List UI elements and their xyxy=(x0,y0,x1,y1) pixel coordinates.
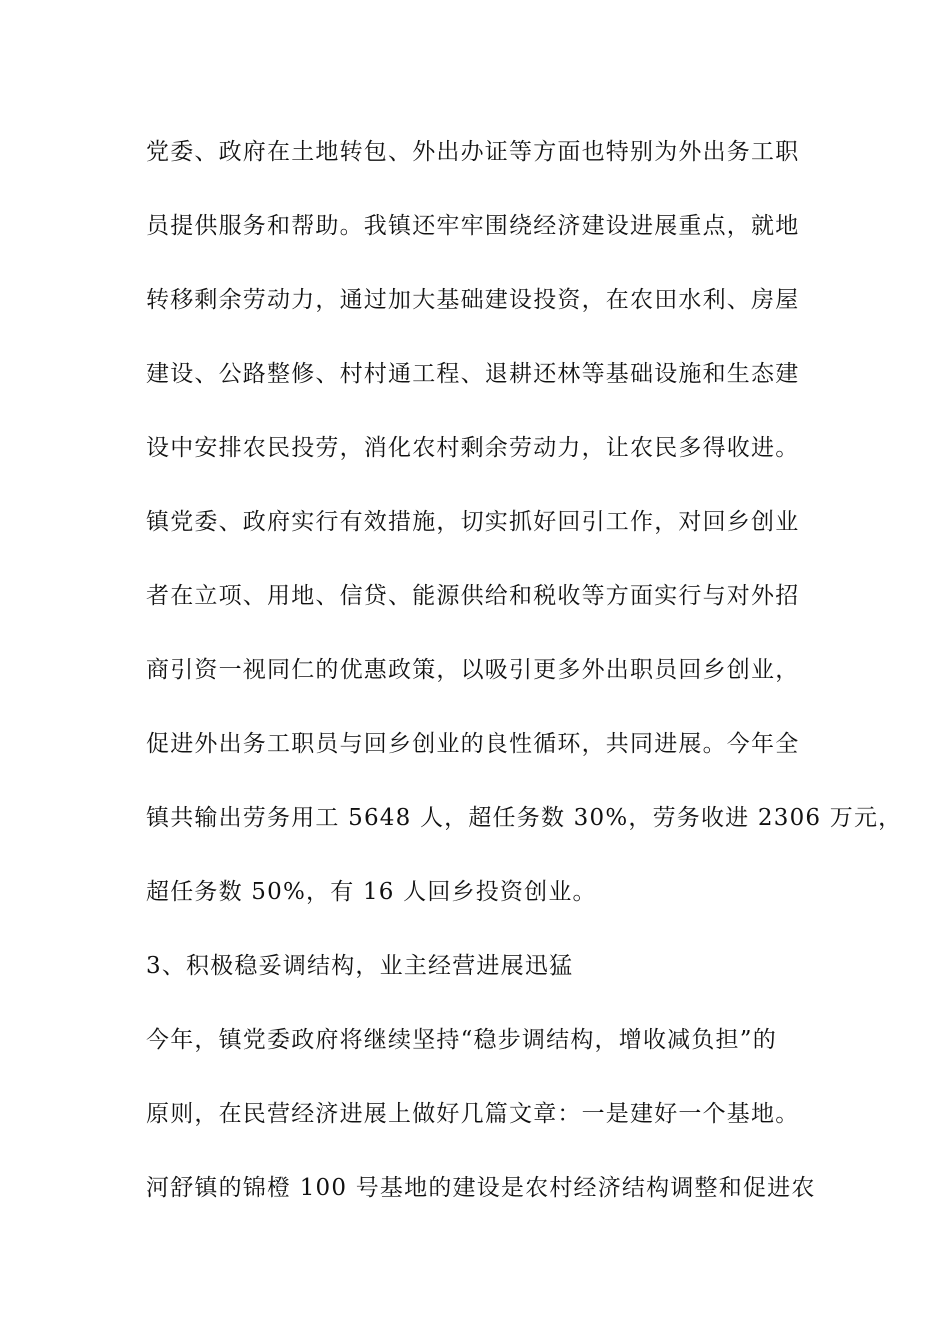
text-line: 原则，在民营经济进展上做好几篇文章：一是建好一个基地。 xyxy=(146,1101,800,1127)
text-line: 镇党委、政府实行有效措施，切实抓好回引工作，对回乡创业 xyxy=(146,509,800,535)
text-line: 镇共输出劳务用工 5648 人，超任务数 30%，劳务收进 2306 万元， xyxy=(146,805,903,831)
text-line: 设中安排农民投劳，消化农村剩余劳动力，让农民多得收进。 xyxy=(146,435,800,461)
text-line: 员提供服务和帮助。我镇还牢牢围绕经济建设进展重点，就地 xyxy=(146,213,800,239)
text-line: 者在立项、用地、信贷、能源供给和税收等方面实行与对外招 xyxy=(146,583,800,609)
section-heading: 3、积极稳妥调结构，业主经营进展迅猛 xyxy=(146,953,574,979)
text-line: 超任务数 50%，有 16 人回乡投资创业。 xyxy=(146,879,597,905)
text-line: 建设、公路整修、村村通工程、退耕还林等基础设施和生态建 xyxy=(146,361,800,387)
text-line: 转移剩余劳动力，通过加大基础建设投资，在农田水利、房屋 xyxy=(146,287,800,313)
text-line: 今年，镇党委政府将继续坚持“稳步调结构，增收减负担”的 xyxy=(146,1027,777,1053)
text-line: 河舒镇的锦橙 100 号基地的建设是农村经济结构调整和促进农 xyxy=(146,1175,816,1201)
text-line: 商引资一视同仁的优惠政策，以吸引更多外出职员回乡创业， xyxy=(146,657,800,683)
text-line: 促进外出务工职员与回乡创业的良性循环，共同进展。今年全 xyxy=(146,731,800,757)
text-line: 党委、政府在土地转包、外出办证等方面也特别为外出务工职 xyxy=(146,139,800,165)
